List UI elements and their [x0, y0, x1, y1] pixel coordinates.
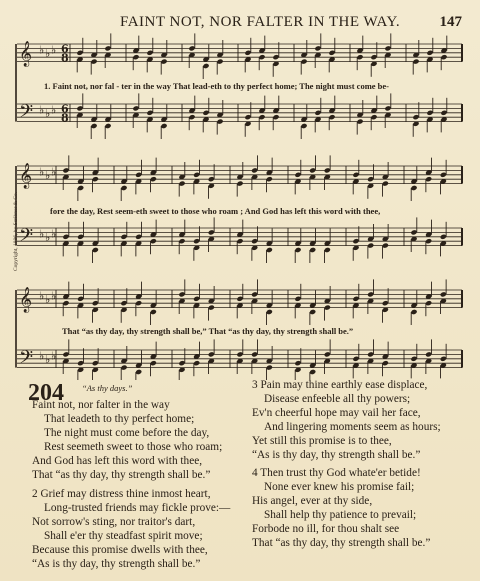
time-signature: 8	[61, 111, 69, 125]
stanza-line: Long-trusted friends may fickle prove:—	[44, 502, 231, 514]
page-title: FAINT NOT, NOR FALTER IN THE WAY.	[120, 14, 401, 30]
stanza-line: Ev'n cheerful hope may vail her face,	[252, 407, 421, 419]
flat-sign: ♭	[51, 349, 57, 363]
flat-sign: ♭	[39, 103, 45, 117]
page-number: 147	[439, 14, 462, 30]
stanza-line: That “as thy day, thy strength shall be.”	[32, 469, 211, 481]
stanza-3	[252, 378, 441, 462]
stanza-line: “As is thy day, thy strength shall be.”	[32, 558, 201, 570]
lyric-line-2: fore the day, Rest seem-eth sweet to those who roam ; And God has left this word with thee,	[50, 206, 381, 216]
time-signature: 6	[61, 42, 69, 56]
stanza-line: His angel, ever at thy side,	[252, 495, 373, 507]
treble-clef: 𝄞	[19, 41, 33, 67]
stanza-line: That “as thy day, thy strength shall be.”	[252, 537, 431, 549]
flat-sign: ♭	[45, 230, 51, 244]
flat-sign: ♭	[45, 352, 51, 366]
lyric-line-1: 1. Faint not, nor fal - ter in the way That lead-eth to thy perfect home; The night must come be-	[44, 81, 390, 91]
stanza-4	[252, 466, 430, 550]
flat-sign: ♭	[45, 46, 51, 60]
stanza-line: “As is thy day, thy strength shall be.”	[252, 449, 421, 461]
flat-sign: ♭	[45, 292, 51, 306]
stanza-line: None ever knew his promise fail;	[264, 481, 415, 493]
stanza-line: Faint not, nor falter in the way	[32, 399, 170, 411]
flat-sign: ♭	[51, 289, 57, 303]
bass-clef: 𝄢	[19, 101, 34, 127]
lyric-line-3: That “as thy day, thy strength shall be,” That “as thy day, thy strength shall be.”	[62, 326, 354, 336]
stanza-line: Shall e'er thy steadfast spirit move;	[44, 530, 203, 542]
stanza-line: 2 Grief may distress thine inmost heart,	[32, 488, 211, 500]
stanza-1	[32, 398, 222, 482]
stanza-line: And God has left this word with thee,	[32, 455, 203, 467]
stanza-line: Shall help thy patience to prevail;	[264, 509, 417, 521]
stanza-line: And lingering moments seem as hours;	[264, 421, 441, 433]
flat-sign: ♭	[51, 165, 57, 179]
hymn-title: “As thy days.”	[82, 383, 133, 393]
time-signature: 8	[61, 51, 69, 65]
bass-clef: 𝄢	[19, 347, 34, 373]
stanza-line: Rest seemeth sweet to those who roam;	[44, 441, 223, 453]
flat-sign: ♭	[45, 106, 51, 120]
flat-sign: ♭	[51, 43, 57, 57]
stanza-2	[32, 487, 230, 571]
flat-sign: ♭	[45, 168, 51, 182]
stanza-line: Because this promise dwells with thee,	[32, 544, 208, 556]
flat-sign: ♭	[39, 227, 45, 241]
stanza-line: 4 Then trust thy God whate'er betide!	[252, 467, 421, 479]
flat-sign: ♭	[39, 289, 45, 303]
flat-sign: ♭	[39, 349, 45, 363]
bass-clef: 𝄢	[19, 225, 34, 251]
stanza-line: The night must come before the day,	[44, 427, 210, 439]
flat-sign: ♭	[51, 103, 57, 117]
stanza-line: Not sorrow's sting, nor traitor's dart,	[32, 516, 196, 528]
stanza-line: Yet still this promise is to thee,	[252, 435, 392, 447]
flat-sign: ♭	[51, 227, 57, 241]
hymn-number: 204	[28, 380, 64, 406]
stanza-line: That leadeth to thy perfect home;	[44, 413, 195, 425]
stanza-line: Forbode no ill, for thou shalt see	[252, 523, 400, 535]
treble-clef: 𝄞	[19, 163, 33, 189]
time-signature: 6	[61, 102, 69, 116]
stanza-line: Disease enfeeble all thy powers;	[264, 393, 411, 405]
copyright-notice: Copyright, 1886, by Scribner & Co.	[13, 191, 19, 271]
treble-clef: 𝄞	[19, 287, 33, 313]
flat-sign: ♭	[39, 165, 45, 179]
stanza-line: 3 Pain may thine earthly ease displace,	[252, 379, 428, 391]
flat-sign: ♭	[39, 43, 45, 57]
